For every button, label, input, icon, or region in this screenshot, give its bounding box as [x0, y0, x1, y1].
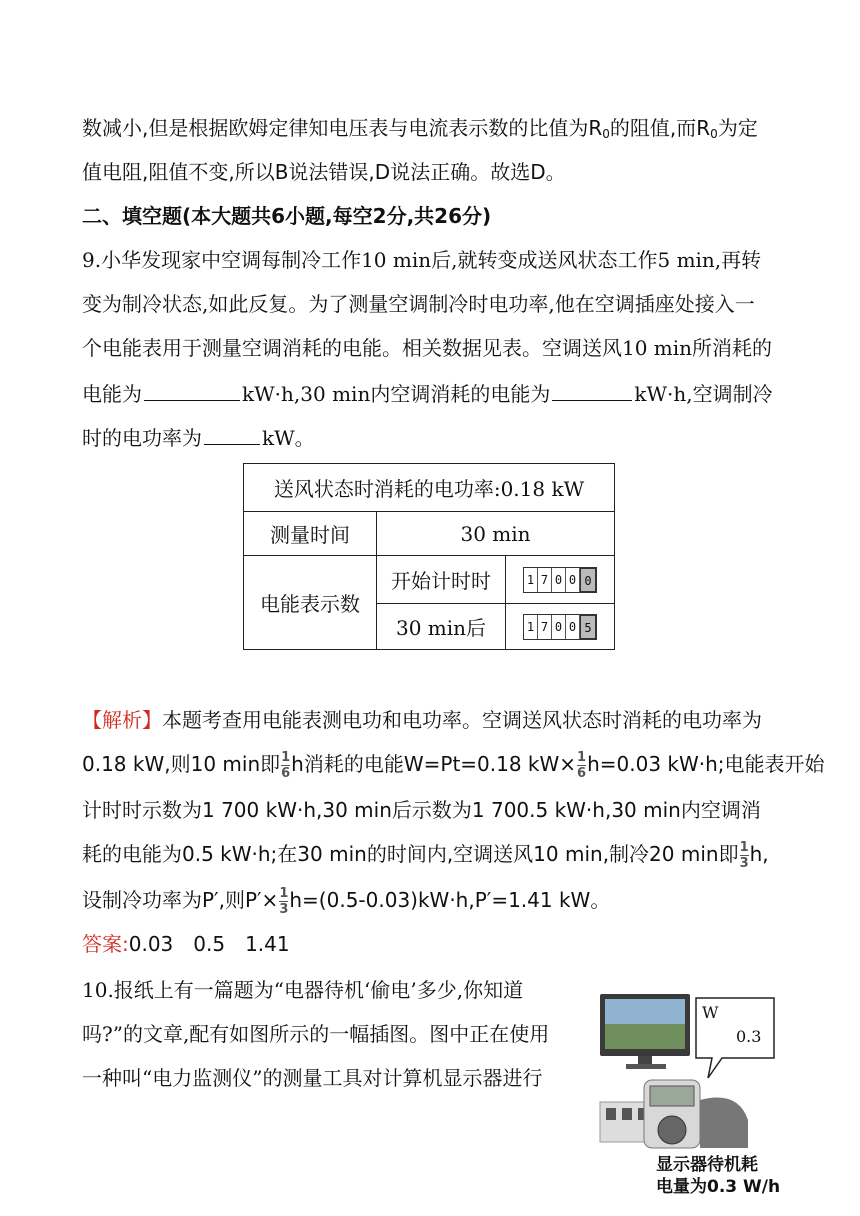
analysis-line: 耗的电能为0.5 kW·h;在30 min的时间内,空调送风10 min,制冷20 min即 $\frac{1}{3}$ h,	[82, 840, 769, 871]
analysis-line: 设制冷功率为P′,则P′× $\frac{1}{3}$ h=(0.5-0.03)kW·h,P′=1.41 kW。	[82, 886, 611, 917]
monitor-illustration	[598, 990, 780, 1150]
answer-line	[82, 930, 290, 958]
table-cell: 开始计时时	[377, 556, 506, 604]
question-9-line: 变为制冷状态,如此反复。为了测量空调制冷时电功率,他在空调插座处接入一	[82, 292, 755, 316]
answer-values: 0.03 0.5 1.41	[128, 932, 290, 956]
question-10-line: 吗?”的文章,配有如图所示的一幅插图。图中正在使用	[82, 1022, 550, 1046]
meter-digit: 0	[566, 615, 580, 639]
figure-caption: 显示器待机耗	[656, 1155, 758, 1175]
meter-digit: 5	[580, 615, 596, 639]
meter-reading-after	[506, 604, 615, 650]
analysis-line: 【解析】本题考查用电能表测电功和电功率。空调送风状态时消耗的电功率为	[82, 708, 762, 732]
fraction: $\frac{1}{3}$	[279, 886, 289, 917]
section-title: 二、填空题(本大题共6小题,每空2分,共26分)	[82, 204, 492, 228]
paragraph-line: 数减小,但是根据欧姆定律知电压表与电流表示数的比值为$R_0$的阻值,而$R_0$为定	[82, 116, 758, 141]
analysis-line: 计时时示数为1 700 kW·h,30 min后示数为1 700.5 kW·h,30 min内空调消	[82, 798, 761, 822]
table-cell: 电能表示数	[244, 556, 377, 650]
meter-digit: 0	[566, 568, 580, 592]
data-table	[243, 463, 615, 650]
analysis-tag: 【解析】	[82, 708, 162, 732]
answer-label: 答案:	[82, 932, 129, 956]
table-cell: 30 min后	[377, 604, 506, 650]
fraction: $\frac{1}{3}$	[739, 840, 749, 871]
table-cell: 测量时间	[244, 512, 377, 556]
figure-caption: 电量为0.3 W/h	[656, 1177, 781, 1197]
meter-reading-start	[506, 556, 615, 604]
paragraph-line: 值电阻,阻值不变,所以B说法错误,D说法正确。故选D。	[82, 160, 566, 184]
question-10-line: 一种叫“电力监测仪”的测量工具对计算机显示器进行	[82, 1066, 543, 1090]
analysis-line: 0.18 kW,则10 min即 $\frac{1}{6}$ h消耗的电能W=Pt=0.18 kW× $\frac{1}{6}$ h=0.03 kW·h;电能表开始	[82, 750, 825, 781]
meter-digit: 1	[524, 568, 538, 592]
fraction: $\frac{1}{6}$	[577, 750, 587, 781]
answer-blank[interactable]	[204, 424, 260, 445]
table-cell: 30 min	[377, 512, 615, 556]
cable	[700, 1098, 748, 1149]
question-9-line: 9.小华发现家中空调每制冷工作10 min后,就转变成送风状态工作5 min,再转	[82, 248, 762, 272]
meter-digits	[523, 567, 597, 593]
meter-digit: 0	[552, 615, 566, 639]
table-header: 送风状态时消耗的电功率:0.18 kW	[244, 464, 615, 512]
meter-digit: 0	[580, 568, 596, 592]
meter-digit: 1	[524, 615, 538, 639]
question-9-line: 时的电功率为 kW。	[82, 426, 315, 450]
question-9-line: 电能为 kW·h,30 min内空调消耗的电能为 kW·h,空调制冷	[82, 382, 773, 406]
meter-digits	[523, 614, 597, 640]
fraction: $\frac{1}{6}$	[281, 750, 291, 781]
meter-digit: 7	[538, 568, 552, 592]
bubble-unit: W	[702, 1003, 719, 1022]
answer-blank[interactable]	[552, 380, 632, 401]
answer-blank[interactable]	[144, 380, 240, 401]
question-9-line: 个电能表用于测量空调消耗的电能。相关数据见表。空调送风10 min所消耗的	[82, 336, 773, 360]
meter-digit: 7	[538, 615, 552, 639]
meter-digit: 0	[552, 568, 566, 592]
bubble-value: 0.3	[736, 1027, 762, 1046]
question-10-line: 10.报纸上有一篇题为“电器待机‘偷电’多少,你知道	[82, 978, 524, 1002]
